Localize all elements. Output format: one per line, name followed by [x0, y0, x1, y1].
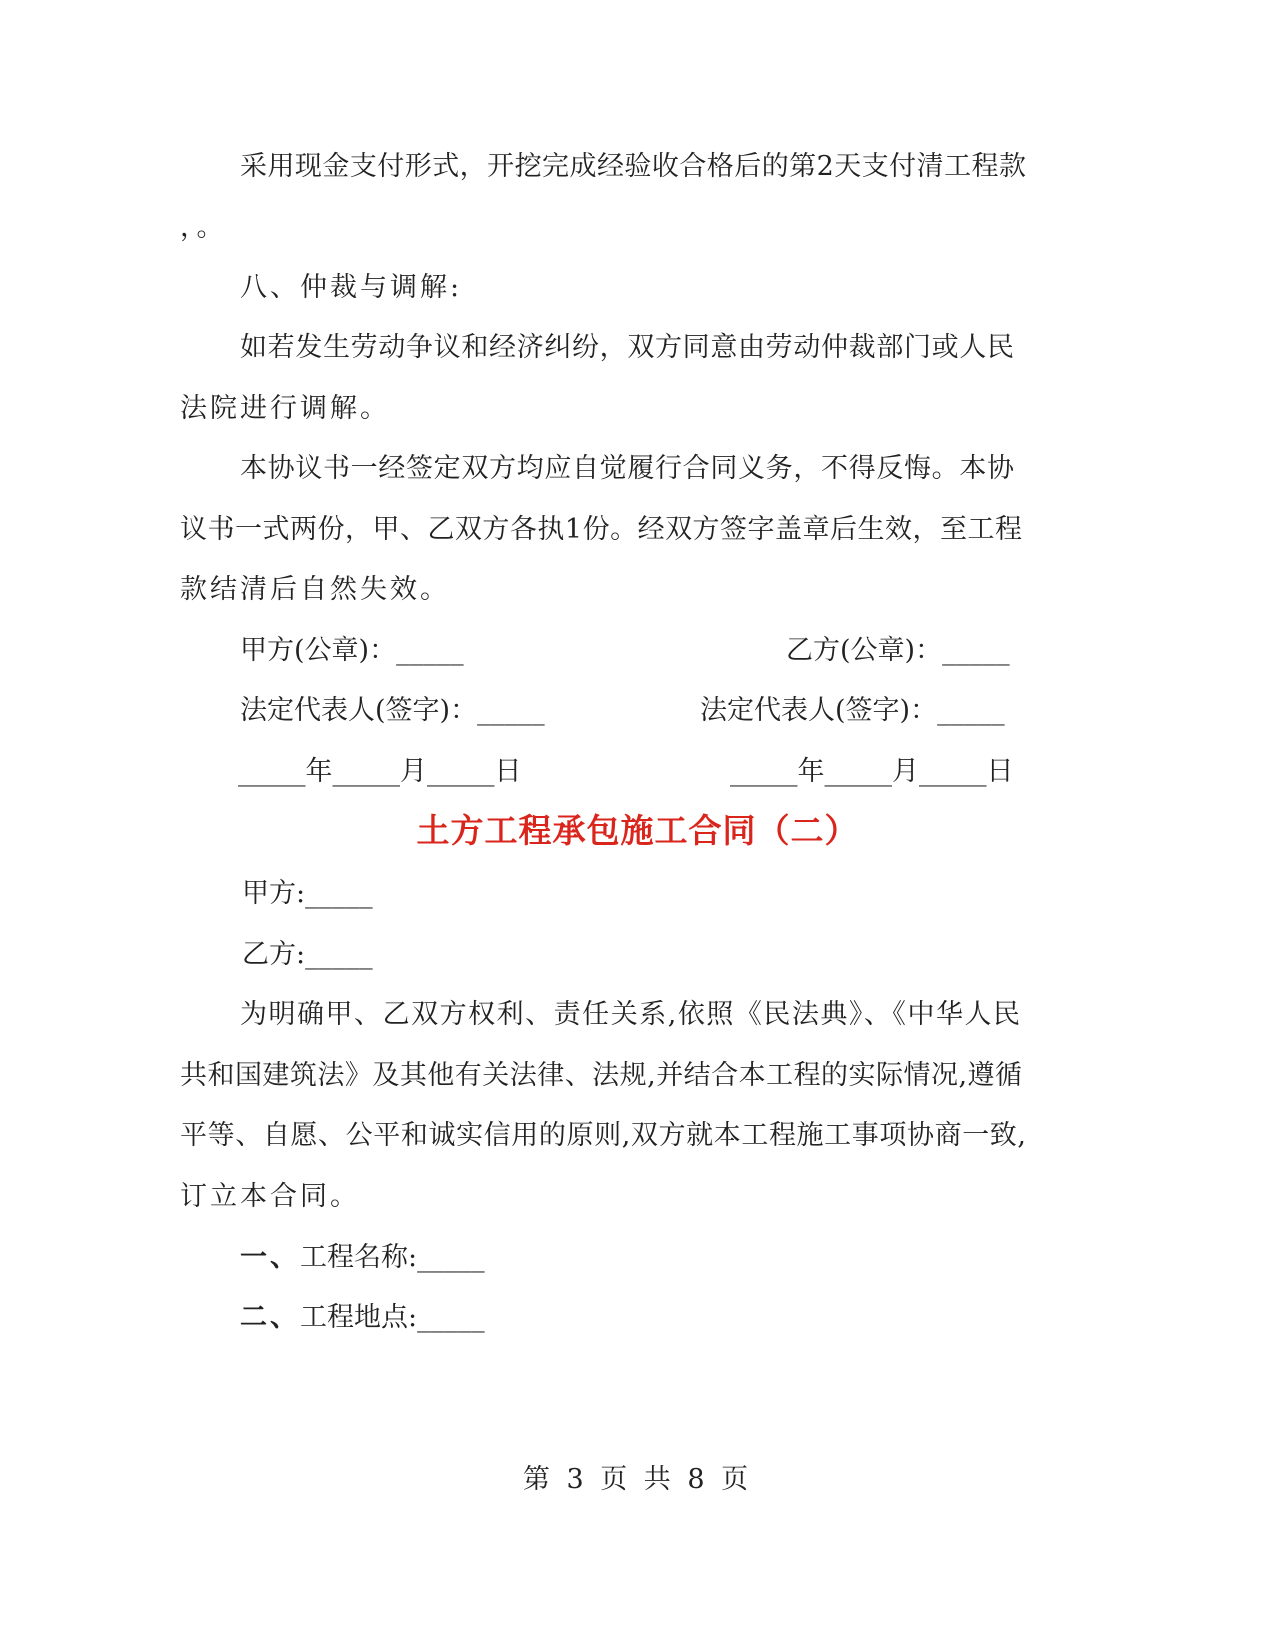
- payment-text-line-1: 采用现金支付形式，开挖完成经验收合格后的第2天支付清工程款: [240, 151, 1026, 182]
- validity-text-line-3: 款结清后自然失效。: [180, 574, 450, 605]
- arbitration-text-line-1: 如若发生劳动争议和经济纠纷，双方同意由劳动仲裁部门或人民: [240, 332, 1014, 363]
- item-1-text: 工程名称:_____: [300, 1242, 485, 1273]
- item-2-number: 二、: [240, 1302, 300, 1333]
- preamble-line-2: 共和国建筑法》及其他有关法律、法规,并结合本工程的实际情况,遵循: [180, 1060, 1022, 1091]
- arbitration-heading: 八、仲裁与调解:: [240, 272, 463, 303]
- contract-party-b: 乙方:_____: [242, 939, 373, 970]
- party-b-seal-field: 乙方(公章)：_____: [786, 635, 1010, 666]
- party-b-date-field: _____年_____月_____日: [730, 756, 1014, 787]
- payment-text-line-2: ，。: [180, 212, 227, 243]
- preamble-line-4: 订立本合同。: [180, 1181, 360, 1212]
- validity-text-line-1: 本协议书一经签定双方均应自觉履行合同义务，不得反悔。本协: [240, 453, 1014, 484]
- contract-party-a: 甲方:_____: [242, 878, 373, 909]
- item-2-text: 工程地点:_____: [300, 1302, 485, 1333]
- party-a-date-field: _____年_____月_____日: [238, 756, 522, 787]
- item-project-name: [240, 1240, 485, 1276]
- item-1-number: 一、: [240, 1242, 300, 1273]
- arbitration-text-line-2: 法院进行调解。: [180, 393, 390, 424]
- party-a-representative-field: 法定代表人(签字)：_____: [240, 695, 545, 726]
- party-a-seal-field: 甲方(公章)：_____: [240, 635, 464, 666]
- preamble-line-3: 平等、自愿、公平和诚实信用的原则,双方就本工程施工事项协商一致,: [180, 1120, 1026, 1151]
- party-b-representative-field: 法定代表人(签字)：_____: [700, 695, 1005, 726]
- item-project-location: [240, 1300, 485, 1336]
- contract-title: 土方工程承包施工合同（二）: [416, 811, 859, 850]
- preamble-line-1: 为明确甲、乙双方权利、责任关系,依照《民法典》、《中华人民: [240, 999, 1020, 1030]
- validity-text-line-2: 议书一式两份，甲、乙双方各执1份。经双方签字盖章后生效，至工程: [180, 514, 1022, 545]
- page-footer: 第 3 页 共 8 页: [522, 1464, 753, 1495]
